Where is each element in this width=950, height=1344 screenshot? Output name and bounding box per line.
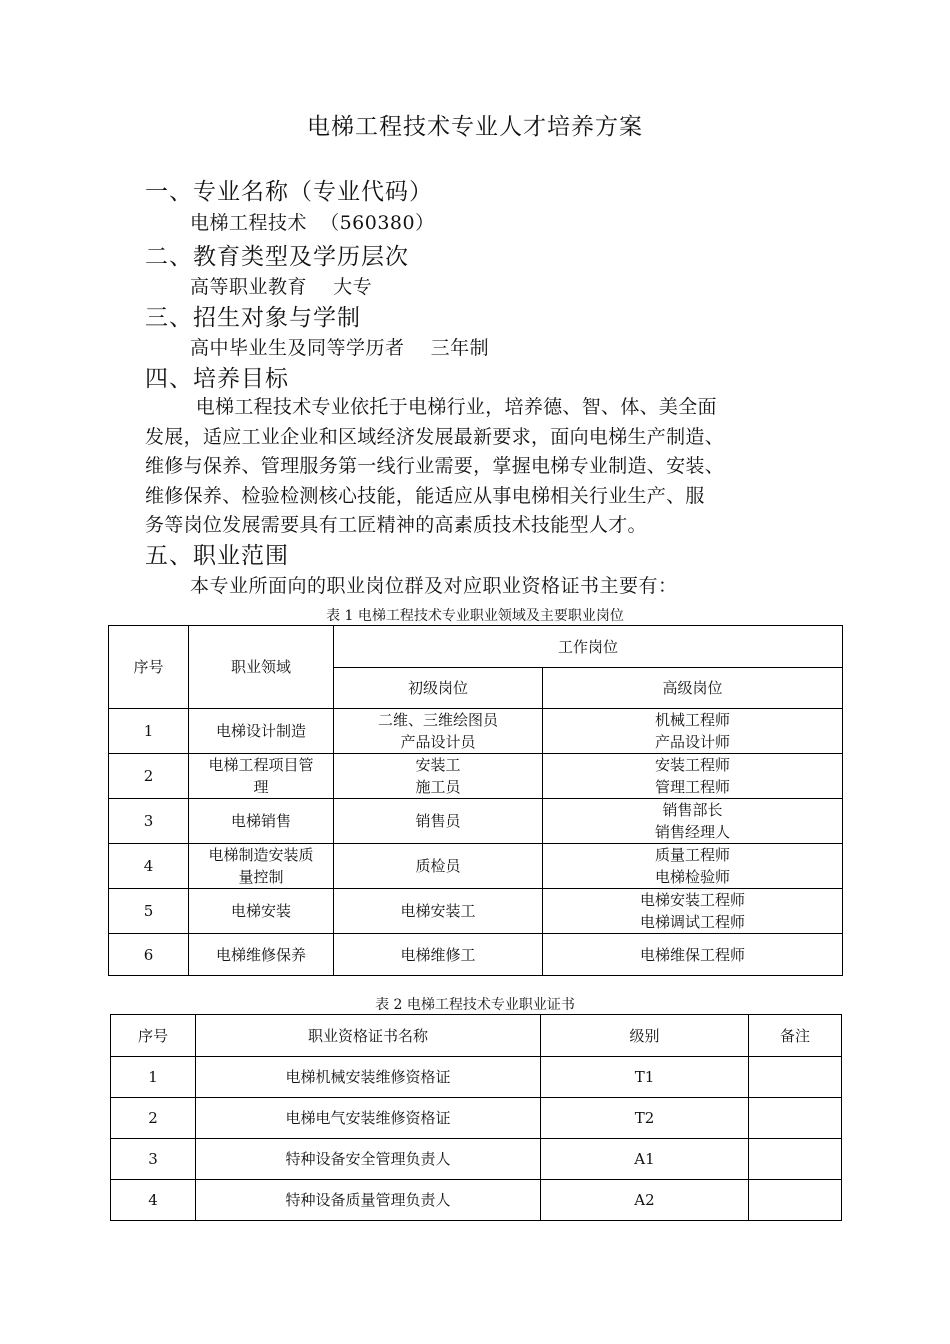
cell-junior — [334, 754, 543, 799]
cell-senior — [543, 709, 843, 754]
cell-field-line: 电梯销售 — [230, 812, 291, 830]
document-title: 电梯工程技术专业人才培养方案 — [307, 114, 643, 140]
cell-no — [109, 709, 189, 754]
cell-junior-line: 施工员 — [415, 778, 461, 796]
cell-senior-line: 质量工程师 — [655, 846, 731, 864]
cell-junior — [334, 799, 543, 844]
section-text-2: 高等职业教育 大专 — [190, 276, 373, 298]
cell-field — [189, 844, 334, 889]
cell-junior-line: 电梯安装工 — [400, 902, 476, 920]
table-row — [109, 934, 843, 976]
table-row — [111, 1180, 842, 1221]
cell-level: T1 — [541, 1057, 749, 1098]
table1-caption: 表 1 电梯工程技术专业职业领域及主要职业岗位 — [326, 608, 624, 624]
cell-level: A1 — [541, 1139, 749, 1180]
header-field: 职业领域 — [189, 626, 334, 709]
cell-no — [109, 889, 189, 934]
cell-field-line: 量控制 — [238, 868, 284, 886]
cell-note — [749, 1180, 842, 1221]
cell-junior-line: 销售员 — [415, 812, 461, 830]
cell-name: 电梯机械安装维修资格证 — [196, 1057, 541, 1098]
cell-level: A2 — [541, 1180, 749, 1221]
table2-caption: 表 2 电梯工程技术专业职业证书 — [375, 997, 575, 1013]
header-name: 职业资格证书名称 — [196, 1015, 541, 1057]
cell-senior-line: 电梯调试工程师 — [640, 913, 746, 931]
cell-no — [109, 799, 189, 844]
paragraph-line: 维修保养、检验检测核心技能，能适应从事电梯相关行业生产、服 — [145, 484, 705, 507]
certificate-table-body — [111, 1057, 842, 1221]
cell-field — [189, 754, 334, 799]
cell-field-line: 电梯工程项目管 — [208, 756, 314, 774]
cell-no: 1 — [111, 1057, 196, 1098]
header-no: 序号 — [109, 626, 189, 709]
certificate-table — [110, 1014, 842, 1221]
section-heading-3: 三、招生对象与学制 — [145, 305, 361, 331]
cell-name: 电梯电气安装维修资格证 — [196, 1098, 541, 1139]
cell-junior — [334, 889, 543, 934]
cell-junior — [334, 844, 543, 889]
section-heading-1: 一、专业名称（专业代码） — [145, 179, 433, 205]
cell-note — [749, 1098, 842, 1139]
cell-senior — [543, 799, 843, 844]
cell-level: T2 — [541, 1098, 749, 1139]
cell-junior-line: 安装工 — [415, 756, 461, 774]
cell-junior-line: 二维、三维绘图员 — [377, 711, 498, 729]
occupation-table — [108, 625, 843, 976]
cell-senior-line: 电梯检验师 — [655, 868, 731, 886]
table-row — [109, 709, 843, 754]
cell-senior-line: 电梯维保工程师 — [640, 945, 746, 964]
section-text-1: 电梯工程技术 （560380） — [190, 212, 435, 234]
cell-no-line: 3 — [143, 812, 154, 830]
cell-senior-line: 产品设计师 — [655, 733, 731, 751]
paragraph-line: 务等岗位发展需要具有工匠精神的高素质技术技能型人才。 — [145, 514, 647, 536]
table-row — [111, 1139, 842, 1180]
table-row — [109, 754, 843, 799]
section-heading-4: 四、培养目标 — [145, 366, 289, 392]
cell-junior-line: 电梯维修工 — [400, 945, 476, 964]
cell-no: 4 — [111, 1180, 196, 1221]
header-junior: 初级岗位 — [334, 668, 543, 709]
cell-senior-line: 管理工程师 — [655, 778, 731, 796]
header-note: 备注 — [749, 1015, 842, 1057]
section-heading-2: 二、教育类型及学历层次 — [145, 244, 409, 270]
cell-junior — [334, 934, 543, 976]
cell-no: 2 — [111, 1098, 196, 1139]
header-positions: 工作岗位 — [334, 626, 843, 668]
cell-senior — [543, 934, 843, 976]
occupation-table-body — [109, 709, 843, 976]
cell-senior-line: 电梯安装工程师 — [640, 891, 746, 909]
table-row — [109, 844, 843, 889]
paragraph-line: 电梯工程技术专业依托于电梯行业，培养德、智、体、美全面 — [145, 396, 717, 418]
cell-senior — [543, 844, 843, 889]
cell-note — [749, 1057, 842, 1098]
cell-field-line: 电梯制造安装质 — [208, 846, 314, 864]
paragraph-line: 发展，适应工业企业和区域经济发展最新要求，面向电梯生产制造、 — [145, 425, 725, 448]
table-row — [111, 1098, 842, 1139]
cell-junior-line: 产品设计员 — [400, 733, 476, 751]
header-senior: 高级岗位 — [543, 668, 843, 709]
cell-senior — [543, 754, 843, 799]
cell-field-line: 电梯维修保养 — [215, 945, 306, 964]
cell-field-line: 电梯安装 — [230, 902, 291, 920]
table-row — [109, 799, 843, 844]
cell-field — [189, 709, 334, 754]
cell-senior-line: 安装工程师 — [655, 756, 731, 774]
table-row — [111, 1057, 842, 1098]
section-text-5: 本专业所面向的职业岗位群及对应职业资格证书主要有： — [190, 575, 678, 597]
cell-junior — [334, 709, 543, 754]
cell-no — [109, 754, 189, 799]
cell-field — [189, 799, 334, 844]
header-no: 序号 — [111, 1015, 196, 1057]
cell-no — [109, 844, 189, 889]
section-text-3: 高中毕业生及同等学历者 三年制 — [190, 337, 490, 359]
cell-no — [109, 934, 189, 976]
cell-name: 特种设备安全管理负责人 — [196, 1139, 541, 1180]
cell-name: 特种设备质量管理负责人 — [196, 1180, 541, 1221]
cell-no-line: 6 — [143, 945, 154, 964]
cell-note — [749, 1139, 842, 1180]
cell-field-line: 电梯设计制造 — [215, 722, 306, 740]
cell-senior-line: 机械工程师 — [655, 711, 731, 729]
cell-field — [189, 889, 334, 934]
cell-senior-line: 销售部长 — [662, 801, 723, 819]
table-row — [109, 889, 843, 934]
section-heading-5: 五、职业范围 — [145, 543, 289, 569]
header-level: 级别 — [541, 1015, 749, 1057]
cell-no: 3 — [111, 1139, 196, 1180]
cell-field-line: 理 — [253, 778, 269, 796]
cell-senior — [543, 889, 843, 934]
cell-no-line: 2 — [143, 767, 154, 785]
cell-field — [189, 934, 334, 976]
cell-no-line: 4 — [143, 857, 154, 875]
paragraph-line: 维修与保养、管理服务第一线行业需要，掌握电梯专业制造、安装、 — [145, 455, 725, 477]
cell-no-line: 1 — [143, 722, 154, 740]
objective-paragraph — [145, 393, 835, 541]
cell-senior-line: 销售经理人 — [655, 823, 731, 841]
cell-no-line: 5 — [143, 902, 154, 920]
cell-junior-line: 质检员 — [415, 857, 461, 875]
